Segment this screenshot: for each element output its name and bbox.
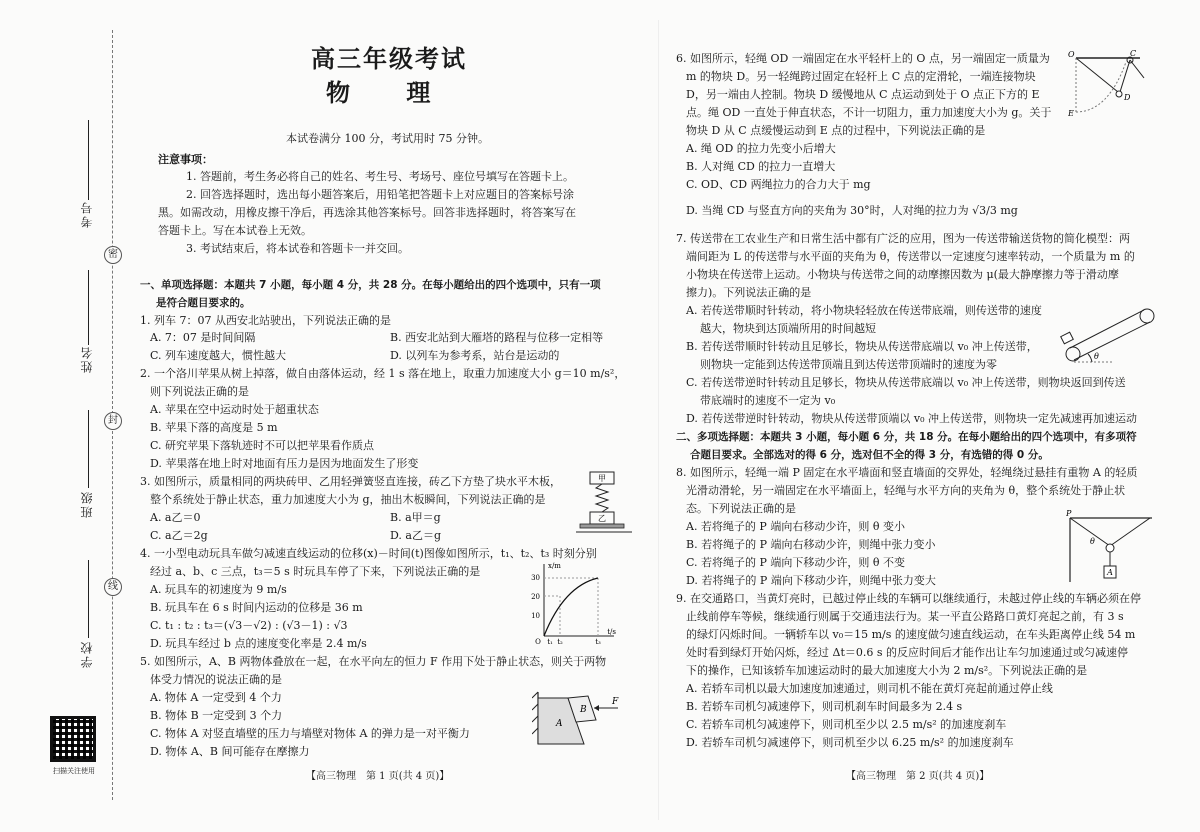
section-1-heading: 是符合题目要求的。 — [156, 297, 251, 309]
q1-stem: 1. 列车 7：07 从西安北站驶出，下列说法正确的是 — [140, 314, 391, 327]
q3-option-c: C. a乙＝2g — [150, 529, 208, 542]
q5-stem: 体受力情况的说法正确的是 — [150, 673, 282, 686]
x-tick-label: t₃ — [595, 638, 601, 644]
wall-hatch — [532, 704, 538, 710]
field-label-name: 姓名 — [80, 345, 94, 373]
point-c-label: C — [1130, 49, 1137, 58]
q9-stem: 止线前停车等候，继续通行则属于交通违法行为。某一平直公路路口黄灯亮起之前，有 3 s — [686, 610, 1124, 623]
q3-option-a: A. a乙＝0 — [150, 511, 201, 524]
q8-option-d: D. 若将绳子的 P 端向下移动少许，则绳中张力变大 — [686, 574, 936, 587]
q8-stem: 态。下列说法正确的是 — [686, 502, 796, 515]
q7-option-b: B. 若传送带顺时针转动且足够长，物块从传送带底端以 v₀ 冲上传送带， — [686, 340, 1038, 353]
q7-option-c: C. 若传送带逆时针转动且足够长，物块从传送带底端以 v₀ 冲上传送带，则物块返回到传送 — [686, 376, 1126, 389]
wooden-board — [580, 524, 624, 528]
q6-stem: 物块 D 从 C 点缓慢运动到 E 点的过程中，下列说法正确的是 — [686, 124, 986, 137]
qr-code[interactable] — [50, 716, 96, 762]
block-b-label: B — [580, 705, 587, 715]
point-e-label: E — [1068, 109, 1074, 118]
q7-option-c: 带底端时的速度不一定为 v₀ — [700, 394, 836, 407]
q9-option-b: B. 若轿车司机匀减速停下，则司机刹车时间最多为 2.4 s — [686, 700, 963, 713]
force-arrowhead — [594, 705, 599, 711]
field-line — [88, 270, 89, 345]
theta-label: θ — [1090, 537, 1095, 546]
q2-option-c: C. 研究苹果下落轨迹时不可以把苹果看作质点 — [150, 439, 375, 452]
q7-conveyor-figure — [1060, 302, 1164, 368]
q5-option-b: B. 物体 B 一定受到 3 个力 — [150, 709, 283, 722]
q9-stem: 处时看到绿灯开始闪烁，经过 Δt＝0.6 s 的反应时间后才能作出让车匀加速通过或匀减速停 — [686, 646, 1128, 659]
block-d — [1116, 91, 1122, 97]
q9-option-a: A. 若轿车司机以最大加速度加速通过，则司机不能在黄灯亮起前通过停止线 — [686, 682, 1053, 695]
rope-right — [1110, 518, 1150, 546]
brick-a-label: 甲 — [598, 474, 606, 483]
theta-label: θ — [1094, 352, 1099, 361]
q6-option-c: C. OD、CD 两绳拉力的合力大于 mg — [686, 178, 871, 191]
binding-mark-seal: 密 — [104, 246, 122, 264]
binding-mark-seal: 封 — [104, 412, 122, 430]
wall-hatch — [532, 728, 538, 734]
belt-bottom — [1074, 322, 1150, 360]
point-d-label: D — [1124, 93, 1131, 102]
q5-option-a: A. 物体 A 一定受到 4 个力 — [150, 691, 282, 704]
angle-arc — [1088, 354, 1092, 362]
q1-option-d: D. 以列车为参考系，站台是运动的 — [390, 349, 560, 362]
rope-hand — [1130, 60, 1144, 78]
q3-option-d: D. a乙＝g — [390, 529, 442, 542]
force-label: F — [612, 697, 619, 707]
q7-option-a: 越大，物块到达顶端所用的时间越短 — [700, 322, 876, 335]
q9-stem: 9. 在交通路口，当黄灯亮时，已越过停止线的车辆可以继续通行，未越过停止线的车辆必须在停 — [676, 592, 1141, 605]
exam-title: 高三年级考试 — [311, 45, 467, 73]
q6-option-b: B. 人对绳 CD 的拉力一直增大 — [686, 160, 836, 173]
q4-option-b: B. 玩具车在 6 s 时间内运动的位移是 36 m — [150, 601, 363, 614]
q3-figure — [576, 470, 636, 540]
q9-option-d: D. 若轿车司机匀减速停下，则司机至少以 6.25 m/s² 的加速度刹车 — [686, 736, 1014, 749]
spring — [596, 484, 608, 512]
q1-option-b: B. 西安北站到大雁塔的路程与位移一定相等 — [390, 331, 604, 344]
origin-label: O — [535, 638, 541, 644]
field-line — [88, 410, 89, 488]
roller-top — [1140, 309, 1154, 323]
q2-option-b: B. 苹果下落的高度是 5 m — [150, 421, 278, 434]
pulley — [1106, 544, 1114, 552]
q2-stem: 2. 一个洛川苹果从树上掉落，做自由落体运动，经 1 s 落在地上，取重力加速度大小 g＝10 m/s²， — [140, 367, 626, 380]
q8-option-a: A. 若将绳子的 P 端向右移动少许，则 θ 变小 — [686, 520, 905, 533]
q4-stem: 4. 一小型电动玩具车做匀减速直线运动的位移(x)－时间(t)图像如图所示，t₁、t₂、t₃ 时刻分别 — [140, 547, 597, 560]
q7-stem: 7. 传送带在工农业生产和日常生活中都有广泛的应用，图为一传送带输送货物的简化模型：两 — [676, 232, 1130, 245]
q8-option-c: C. 若将绳子的 P 端向下移动少许，则 θ 不变 — [686, 556, 906, 569]
q7-option-b: 则物块一定能到达传送带顶端且到达传送带顶端时的速度为零 — [700, 358, 997, 371]
y-axis-label: x/m — [548, 562, 561, 570]
q2-stem: 则下列说法正确的是 — [150, 385, 249, 398]
y-tick-label: 20 — [531, 593, 540, 601]
q5-stem: 5. 如图所示，A、B 两物体叠放在一起，在水平向左的恒力 F 作用下处于静止状态，则关于两物 — [140, 655, 607, 668]
point-o-label: O — [1068, 50, 1075, 59]
notice-line: 3. 考试结束后，将本试卷和答题卡一并交回。 — [186, 242, 409, 255]
notice-heading: 注意事项： — [158, 153, 213, 166]
q8-stem: 8. 如图所示，轻绳一端 P 固定在水平墙面和竖直墙面的交界处，轻绳绕过悬挂有重物 A 的轻质 — [676, 466, 1138, 479]
q7-stem: 擦力)。下列说法正确的是 — [686, 286, 812, 299]
q4-option-d: D. 玩具车经过 b 点的速度变化率是 2.4 m/s — [150, 637, 367, 650]
brick-b-label: 乙 — [598, 514, 606, 523]
q9-stem: 下的操作，已知该轿车加速运动时的最大加速度大小为 2 m/s²。下列说法正确的是 — [686, 664, 1088, 677]
exam-info: 本试卷满分 100 分，考试用时 75 分钟。 — [286, 132, 489, 145]
field-label-exam-no: 考号 — [80, 200, 94, 228]
arc-path — [1076, 62, 1126, 112]
q3-option-b: B. a甲＝g — [390, 511, 441, 524]
rope-od — [1076, 58, 1118, 92]
q8-option-b: B. 若将绳子的 P 端向右移动少许，则绳中张力变小 — [686, 538, 936, 551]
small-block — [1061, 332, 1074, 344]
y-tick-label: 30 — [531, 574, 540, 582]
q4-option-c: C. t₁ : t₂ : t₃＝(√3－√2) : (√3－1) : √3 — [150, 619, 348, 632]
q5-option-d: D. 物体 A、B 间可能存在摩擦力 — [150, 745, 310, 758]
field-label-class: 班级 — [80, 490, 94, 518]
field-line — [88, 120, 89, 200]
qr-caption: 扫描关注使用 — [53, 767, 95, 775]
section-1-heading: 一、单项选择题：本题共 7 小题，每小题 4 分，共 28 分。在每小题给出的四个选项中，只有一项 — [140, 279, 601, 291]
q6-figure — [1068, 48, 1158, 120]
q6-option-d: D. 当绳 CD 与竖直方向的夹角为 30°时，人对绳的拉力为 √3/3 mg — [686, 204, 1018, 217]
q2-option-a: A. 苹果在空中运动时处于超重状态 — [150, 403, 319, 416]
q6-stem: D，另一端由人控制。物块 D 缓慢地从 C 点运动到处于 O 点正下方的 E — [686, 88, 1040, 101]
q7-stem: 小物块在传送带上运动。小物块与传送带之间的动摩擦因数为 μ(最大静摩擦力等于滑动摩 — [686, 268, 1119, 281]
point-p-label: P — [1066, 510, 1072, 518]
xt-curve — [544, 578, 598, 636]
q7-option-a: A. 若传送带顺时针转动，将小物块轻轻放在传送带底端，则传送带的速度 — [686, 304, 1042, 317]
weight-a-label: A — [1107, 568, 1113, 577]
q1-option-a: A. 7：07 是时间间隔 — [150, 331, 256, 344]
x-tick-label: t₂ — [557, 638, 563, 644]
footer-page-1: 【高三物理 第 1 页(共 4 页)】 — [306, 771, 450, 782]
q4-stem: 经过 a、b、c 三点，t₃＝5 s 时玩具车停了下来，下列说法正确的是 — [150, 565, 481, 578]
q8-stem: 光滑动滑轮，另一端固定在水平墙面上，轻绳与水平方向的夹角为 θ，整个系统处于静止状 — [686, 484, 1126, 497]
x-tick-label: t₁ — [547, 638, 553, 644]
roller-bottom — [1066, 347, 1080, 361]
q4-xt-graph — [528, 560, 618, 644]
subject-title: 物 理 — [326, 79, 455, 107]
binding-strip — [0, 0, 125, 832]
q6-option-a: A. 绳 OD 的拉力先变小后增大 — [686, 142, 836, 155]
q9-stem: 的绿灯闪烁时间。一辆轿车以 v₀＝15 m/s 的速度做匀速直线运动，在车头距离停止线 54 m — [686, 628, 1136, 641]
q5-option-c: C. 物体 A 对竖直墙壁的压力与墙壁对物体 A 的弹力是一对平衡力 — [150, 727, 470, 740]
q2-option-d: D. 苹果落在地上时对地面有压力是因为地面发生了形变 — [150, 457, 419, 470]
binding-mark-seal: 线 — [104, 578, 122, 596]
q3-stem: 整个系统处于静止状态，重力加速度大小为 g，抽出木板瞬间，下列说法正确的是 — [150, 493, 546, 506]
notice-line: 答题卡上。写在本试卷上无效。 — [158, 224, 312, 237]
q7-stem: 端间距为 L 的传送带与水平面的夹角为 θ，传送带以一定速度匀速率转动，一个质量为 m 的 — [686, 250, 1135, 263]
section-2-heading: 合题目要求。全部选对的得 6 分，选对但不全的得 3 分，有选错的得 0 分。 — [690, 449, 1049, 461]
q7-option-d: D. 若传送带逆时针转动，物块从传送带顶端以 v₀ 冲上传送带，则物块一定先减速再加速运动 — [686, 412, 1138, 425]
q4-option-a: A. 玩具车的初速度为 9 m/s — [150, 583, 287, 596]
section-2-heading: 二、多项选择题：本题共 3 小题，每小题 6 分，共 18 分。在每小题给出的四个选项中，有多项符 — [676, 431, 1137, 443]
notice-line: 2. 回答选择题时，选出每小题答案后，用铅笔把答题卡上对应题目的答案标号涂 — [186, 188, 574, 201]
q9-option-c: C. 若轿车司机匀减速停下，则司机至少以 2.5 m/s² 的加速度刹车 — [686, 718, 1007, 731]
q1-option-c: C. 列车速度越大，惯性越大 — [150, 349, 287, 362]
page-fold — [658, 20, 659, 820]
q6-stem: 6. 如图所示，轻绳 OD 一端固定在水平轻杆上的 O 点，另一端固定一质量为 — [676, 52, 1050, 65]
wall-hatch — [532, 692, 538, 698]
x-axis-label: t/s — [607, 628, 616, 636]
belt-top — [1070, 310, 1144, 348]
q8-figure — [1066, 510, 1156, 586]
q6-stem: m 的物块 D。另一轻绳跨过固定在轻杆上 C 点的定滑轮，一端连接物块 — [686, 70, 1036, 83]
q3-stem: 3. 如图所示，质量相同的两块砖甲、乙用轻弹簧竖直连接，砖乙下方垫了块水平木板， — [140, 475, 561, 488]
field-label-school: 学校 — [80, 640, 94, 668]
q6-stem: 点。绳 OD 一直处于伸直状态，不计一切阻力，重力加速度大小为 g。关于 — [686, 106, 1052, 119]
wall-hatch — [532, 716, 538, 722]
block-a-label: A — [556, 719, 563, 729]
field-line — [88, 560, 89, 638]
q5-figure — [532, 690, 624, 746]
notice-line: 黑。如需改动，用橡皮擦干净后，再选涂其他答案标号。回答非选择题时，将答案写在 — [158, 206, 576, 219]
y-tick-label: 10 — [531, 612, 540, 620]
notice-line: 1. 答题前，考生务必将自己的姓名、考生号、考场号、座位号填写在答题卡上。 — [186, 170, 574, 183]
footer-page-2: 【高三物理 第 2 页(共 4 页)】 — [846, 771, 990, 782]
